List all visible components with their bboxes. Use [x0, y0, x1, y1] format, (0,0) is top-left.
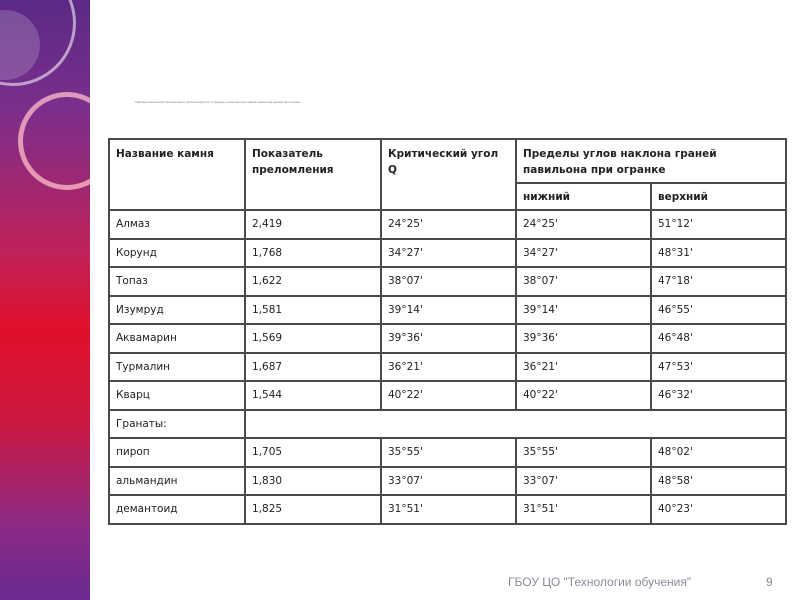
header-lower: нижний: [516, 183, 651, 210]
cell-stone-name: Аквамарин: [109, 324, 245, 353]
cell-critical-angle: 36°21': [381, 353, 516, 382]
cell-stone-name: Кварц: [109, 381, 245, 410]
cell-refraction-index: 1,768: [245, 239, 381, 268]
cell-stone-name: демантоид: [109, 495, 245, 524]
cell-upper-angle: 48°58': [651, 467, 786, 496]
cell-critical-angle: 40°22': [381, 381, 516, 410]
decorative-ring-middle: [18, 92, 90, 190]
cell-lower-angle: 39°14': [516, 296, 651, 325]
cell-upper-angle: 46°48': [651, 324, 786, 353]
cell-stone-name: Изумруд: [109, 296, 245, 325]
header-upper: верхний: [651, 183, 786, 210]
cell-refraction-index: 1,825: [245, 495, 381, 524]
cell-lower-angle: 33°07': [516, 467, 651, 496]
table-row: [109, 438, 786, 467]
table-row: [109, 267, 786, 296]
cell-critical-angle: 34°27': [381, 239, 516, 268]
table-row: [109, 296, 786, 325]
table-row: [109, 467, 786, 496]
cell-lower-angle: 36°21': [516, 353, 651, 382]
cell-critical-angle: 39°36': [381, 324, 516, 353]
cell-refraction-index: 1,581: [245, 296, 381, 325]
cell-lower-angle: 40°22': [516, 381, 651, 410]
cell-critical-angle: 39°14': [381, 296, 516, 325]
header-refraction-index: Показатель преломления: [245, 139, 381, 210]
header-angle-limits: Пределы углов наклона граней павильона при огранке: [516, 139, 786, 183]
cell-lower-angle: 31°51': [516, 495, 651, 524]
footer-organization: ГБОУ ЦО "Технологии обучения": [508, 575, 692, 589]
group-empty-cell: [245, 410, 786, 439]
cell-stone-name: Алмаз: [109, 210, 245, 239]
cell-upper-angle: 40°23': [651, 495, 786, 524]
cell-stone-name: альмандин: [109, 467, 245, 496]
cell-upper-angle: 47°53': [651, 353, 786, 382]
cell-lower-angle: 35°55': [516, 438, 651, 467]
gemstone-table: [108, 138, 787, 525]
table-row: [109, 353, 786, 382]
table-row: [109, 239, 786, 268]
cell-refraction-index: 1,569: [245, 324, 381, 353]
cell-stone-name: Корунд: [109, 239, 245, 268]
cell-lower-angle: 39°36': [516, 324, 651, 353]
cell-critical-angle: 31°51': [381, 495, 516, 524]
table-row: [109, 381, 786, 410]
cell-refraction-index: 1,705: [245, 438, 381, 467]
cell-refraction-index: 1,687: [245, 353, 381, 382]
cell-refraction-index: 2,419: [245, 210, 381, 239]
cell-stone-name: Топаз: [109, 267, 245, 296]
decorative-ring-top: [0, 0, 76, 86]
cell-refraction-index: 1,544: [245, 381, 381, 410]
cell-lower-angle: 38°07': [516, 267, 651, 296]
cell-upper-angle: 46°55': [651, 296, 786, 325]
cell-refraction-index: 1,622: [245, 267, 381, 296]
cell-critical-angle: 35°55': [381, 438, 516, 467]
table-row: [109, 210, 786, 239]
cell-upper-angle: 48°02': [651, 438, 786, 467]
table-caption: Таблица показателей преломления, критический угол и пределы углов наклона граней павильона камней при огранке: [135, 100, 301, 104]
cell-lower-angle: 24°25': [516, 210, 651, 239]
table-header-row: [109, 139, 786, 183]
cell-critical-angle: 33°07': [381, 467, 516, 496]
table-row: [109, 495, 786, 524]
table-row: [109, 324, 786, 353]
cell-critical-angle: 24°25': [381, 210, 516, 239]
header-stone-name: Название камня: [109, 139, 245, 210]
cell-stone-name: пироп: [109, 438, 245, 467]
cell-upper-angle: 47°18': [651, 267, 786, 296]
cell-refraction-index: 1,830: [245, 467, 381, 496]
decorative-sidebar: [0, 0, 90, 600]
page-number: 9: [766, 575, 773, 589]
group-row-garnets: [109, 410, 786, 439]
cell-lower-angle: 34°27': [516, 239, 651, 268]
header-critical-angle: Критический угол Q: [381, 139, 516, 210]
cell-upper-angle: 51°12': [651, 210, 786, 239]
cell-stone-name: Турмалин: [109, 353, 245, 382]
cell-critical-angle: 38°07': [381, 267, 516, 296]
cell-upper-angle: 48°31': [651, 239, 786, 268]
group-label: Гранаты:: [109, 410, 245, 439]
cell-upper-angle: 46°32': [651, 381, 786, 410]
